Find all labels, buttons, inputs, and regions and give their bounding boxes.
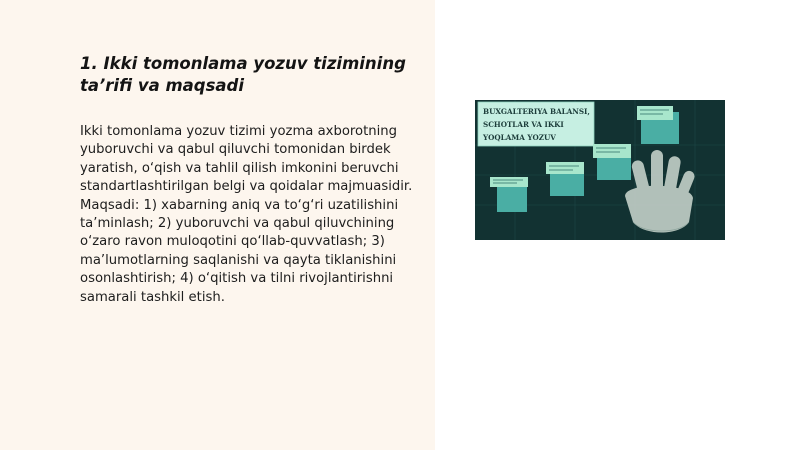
caption-line-2: SCHOTLAR VA IKKI bbox=[483, 120, 564, 129]
caption-line-1: BUXGALTERIYA BALANSI, bbox=[483, 107, 590, 116]
data-card-2 bbox=[546, 162, 584, 174]
illustration-graphic bbox=[475, 100, 725, 240]
accounting-illustration bbox=[475, 100, 725, 240]
data-card-1 bbox=[490, 177, 528, 187]
bar-1 bbox=[497, 183, 527, 212]
caption-line-3: YOQLAMA YOZUV bbox=[483, 133, 556, 142]
data-card-3 bbox=[593, 144, 631, 158]
slide-title: 1. Ikki tomonlama yozuv tizimining ta’rifi va maqsadi bbox=[80, 54, 406, 95]
slide-body-text: Ikki tomonlama yozuv tizimi yozma axborotning yuboruvchi va qabul qiluvchi tomonidan birdek yaratish, o‘qish va tahlil qilish imkonini beruvchi standartlashtirilgan belgi va qoidalar majmuasidir. Maqsadi: 1) xabarning aniq va to‘g‘ri uzatilishini ta’minlash; 2) yuboruvchi va qabul qiluvchining o‘zaro ravon muloqotini qo‘llab-quvvatlash; 3) ma’lumotlarning saqlanishi va qayta tiklanishini osonlashtirish; 4) o‘qitish va tilni rivojlantirishni samarali tashkil etish. bbox=[80, 124, 413, 305]
data-card-4 bbox=[637, 106, 673, 120]
